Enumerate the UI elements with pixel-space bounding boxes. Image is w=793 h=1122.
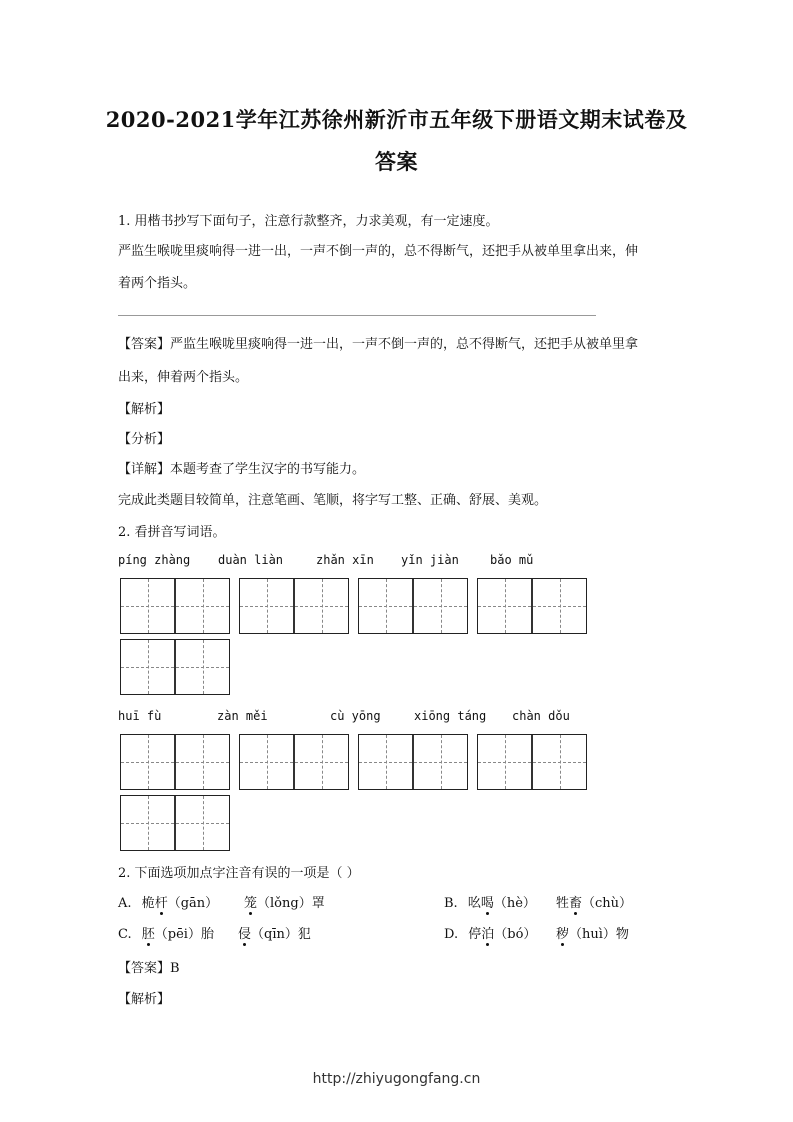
pinyin-label: duàn liàn: [218, 553, 284, 567]
q1-xiangjie: 【详解】本题考查了学生汉字的书写能力。: [118, 462, 366, 477]
pinyin-label: xiōng táng: [414, 709, 487, 723]
dotted-char: 畜: [569, 892, 582, 911]
dotted-char: 胚: [142, 923, 155, 942]
writing-grid[interactable]: [120, 578, 230, 634]
pinyin-label: chàn dǒu: [512, 709, 570, 723]
option-pinyin: （chù）: [582, 896, 633, 911]
option-letter: B.: [444, 896, 458, 911]
option-c-word2: [238, 923, 311, 942]
q3-answer: 【答案】B: [118, 961, 180, 976]
option-pinyin: （pēi）胎: [154, 927, 214, 942]
option-b: [444, 892, 536, 911]
q1-fenxi: 【分析】: [118, 432, 171, 447]
writing-grid[interactable]: [120, 639, 230, 695]
footer-url: http://zhiyugongfang.cn: [312, 1071, 481, 1087]
option-a-word2: [244, 892, 325, 911]
option-char: 牲: [556, 896, 570, 911]
option-pinyin: （gān）: [167, 896, 219, 911]
q3-prompt: 2. 下面选项加点字注音有误的一项是（ ）: [118, 866, 360, 881]
dotted-char: 侵: [238, 923, 251, 942]
q1-detail: 完成此类题目较简单，注意笔画、笔顺，将字写工整、正确、舒展、美观。: [118, 493, 548, 508]
q1-sentence-line1: 严监生喉咙里痰响得一进一出，一声不倒一声的，总不得断气，还把手从被单里拿出来，伸: [118, 244, 639, 259]
option-a: [118, 892, 218, 911]
option-pinyin: （bó）: [494, 927, 537, 942]
q1-jiexi: 【解析】: [118, 402, 171, 417]
option-c: [118, 923, 214, 942]
option-letter: D.: [444, 927, 459, 942]
q3-jiexi: 【解析】: [118, 992, 171, 1007]
writing-grid[interactable]: [120, 734, 230, 790]
option-letter: A.: [118, 896, 132, 911]
dotted-char: 秽: [556, 923, 569, 942]
pinyin-label: huī fù: [118, 709, 162, 723]
dotted-char: 泊: [481, 923, 494, 942]
option-d-word2: [556, 923, 629, 942]
writing-grid[interactable]: [120, 795, 230, 851]
dotted-char: 笼: [244, 892, 257, 911]
option-pinyin: （hè）: [493, 896, 536, 911]
writing-grid[interactable]: [477, 734, 587, 790]
q1-answer-line2: 出来，伸着两个指头。: [118, 370, 249, 385]
writing-grid[interactable]: [358, 578, 468, 634]
dotted-char: 喝: [481, 892, 494, 911]
option-char: 桅: [141, 896, 155, 911]
q1-sentence-line2: 着两个指头。: [118, 276, 197, 291]
option-b-word2: [556, 892, 632, 911]
writing-grid[interactable]: [358, 734, 468, 790]
pinyin-label: yǐn jiàn: [401, 553, 459, 567]
option-char: 吆: [467, 896, 481, 911]
q1-prompt: 1. 用楷书抄写下面句子，注意行款整齐，力求美观，有一定速度。: [118, 214, 499, 229]
option-pinyin: （lǒng）罩: [257, 896, 325, 911]
pinyin-label: zhǎn xīn: [316, 553, 374, 567]
pinyin-label: bǎo mǔ: [490, 553, 534, 567]
doc-title-line2: 答案: [375, 149, 418, 174]
writing-grid[interactable]: [477, 578, 587, 634]
option-char: 停: [468, 927, 482, 942]
q1-answer-line1: 【答案】严监生喉咙里痰响得一进一出，一声不倒一声的，总不得断气，还把手从被单里拿: [118, 337, 639, 352]
pinyin-label: píng zhàng: [118, 553, 191, 567]
writing-line: [118, 315, 596, 316]
writing-grid[interactable]: [239, 734, 349, 790]
dotted-char: 杆: [155, 892, 168, 911]
option-letter: C.: [118, 927, 132, 942]
q2-prompt: 2. 看拼音写词语。: [118, 525, 226, 540]
pinyin-label: zàn měi: [217, 709, 268, 723]
doc-title-line1: 2020-2021学年江苏徐州新沂市五年级下册语文期末试卷及: [105, 107, 688, 132]
option-pinyin: （qīn）犯: [251, 927, 311, 942]
writing-grid[interactable]: [239, 578, 349, 634]
option-pinyin: （huì）物: [569, 927, 629, 942]
pinyin-label: cù yōng: [330, 709, 381, 723]
option-d: [444, 923, 536, 942]
